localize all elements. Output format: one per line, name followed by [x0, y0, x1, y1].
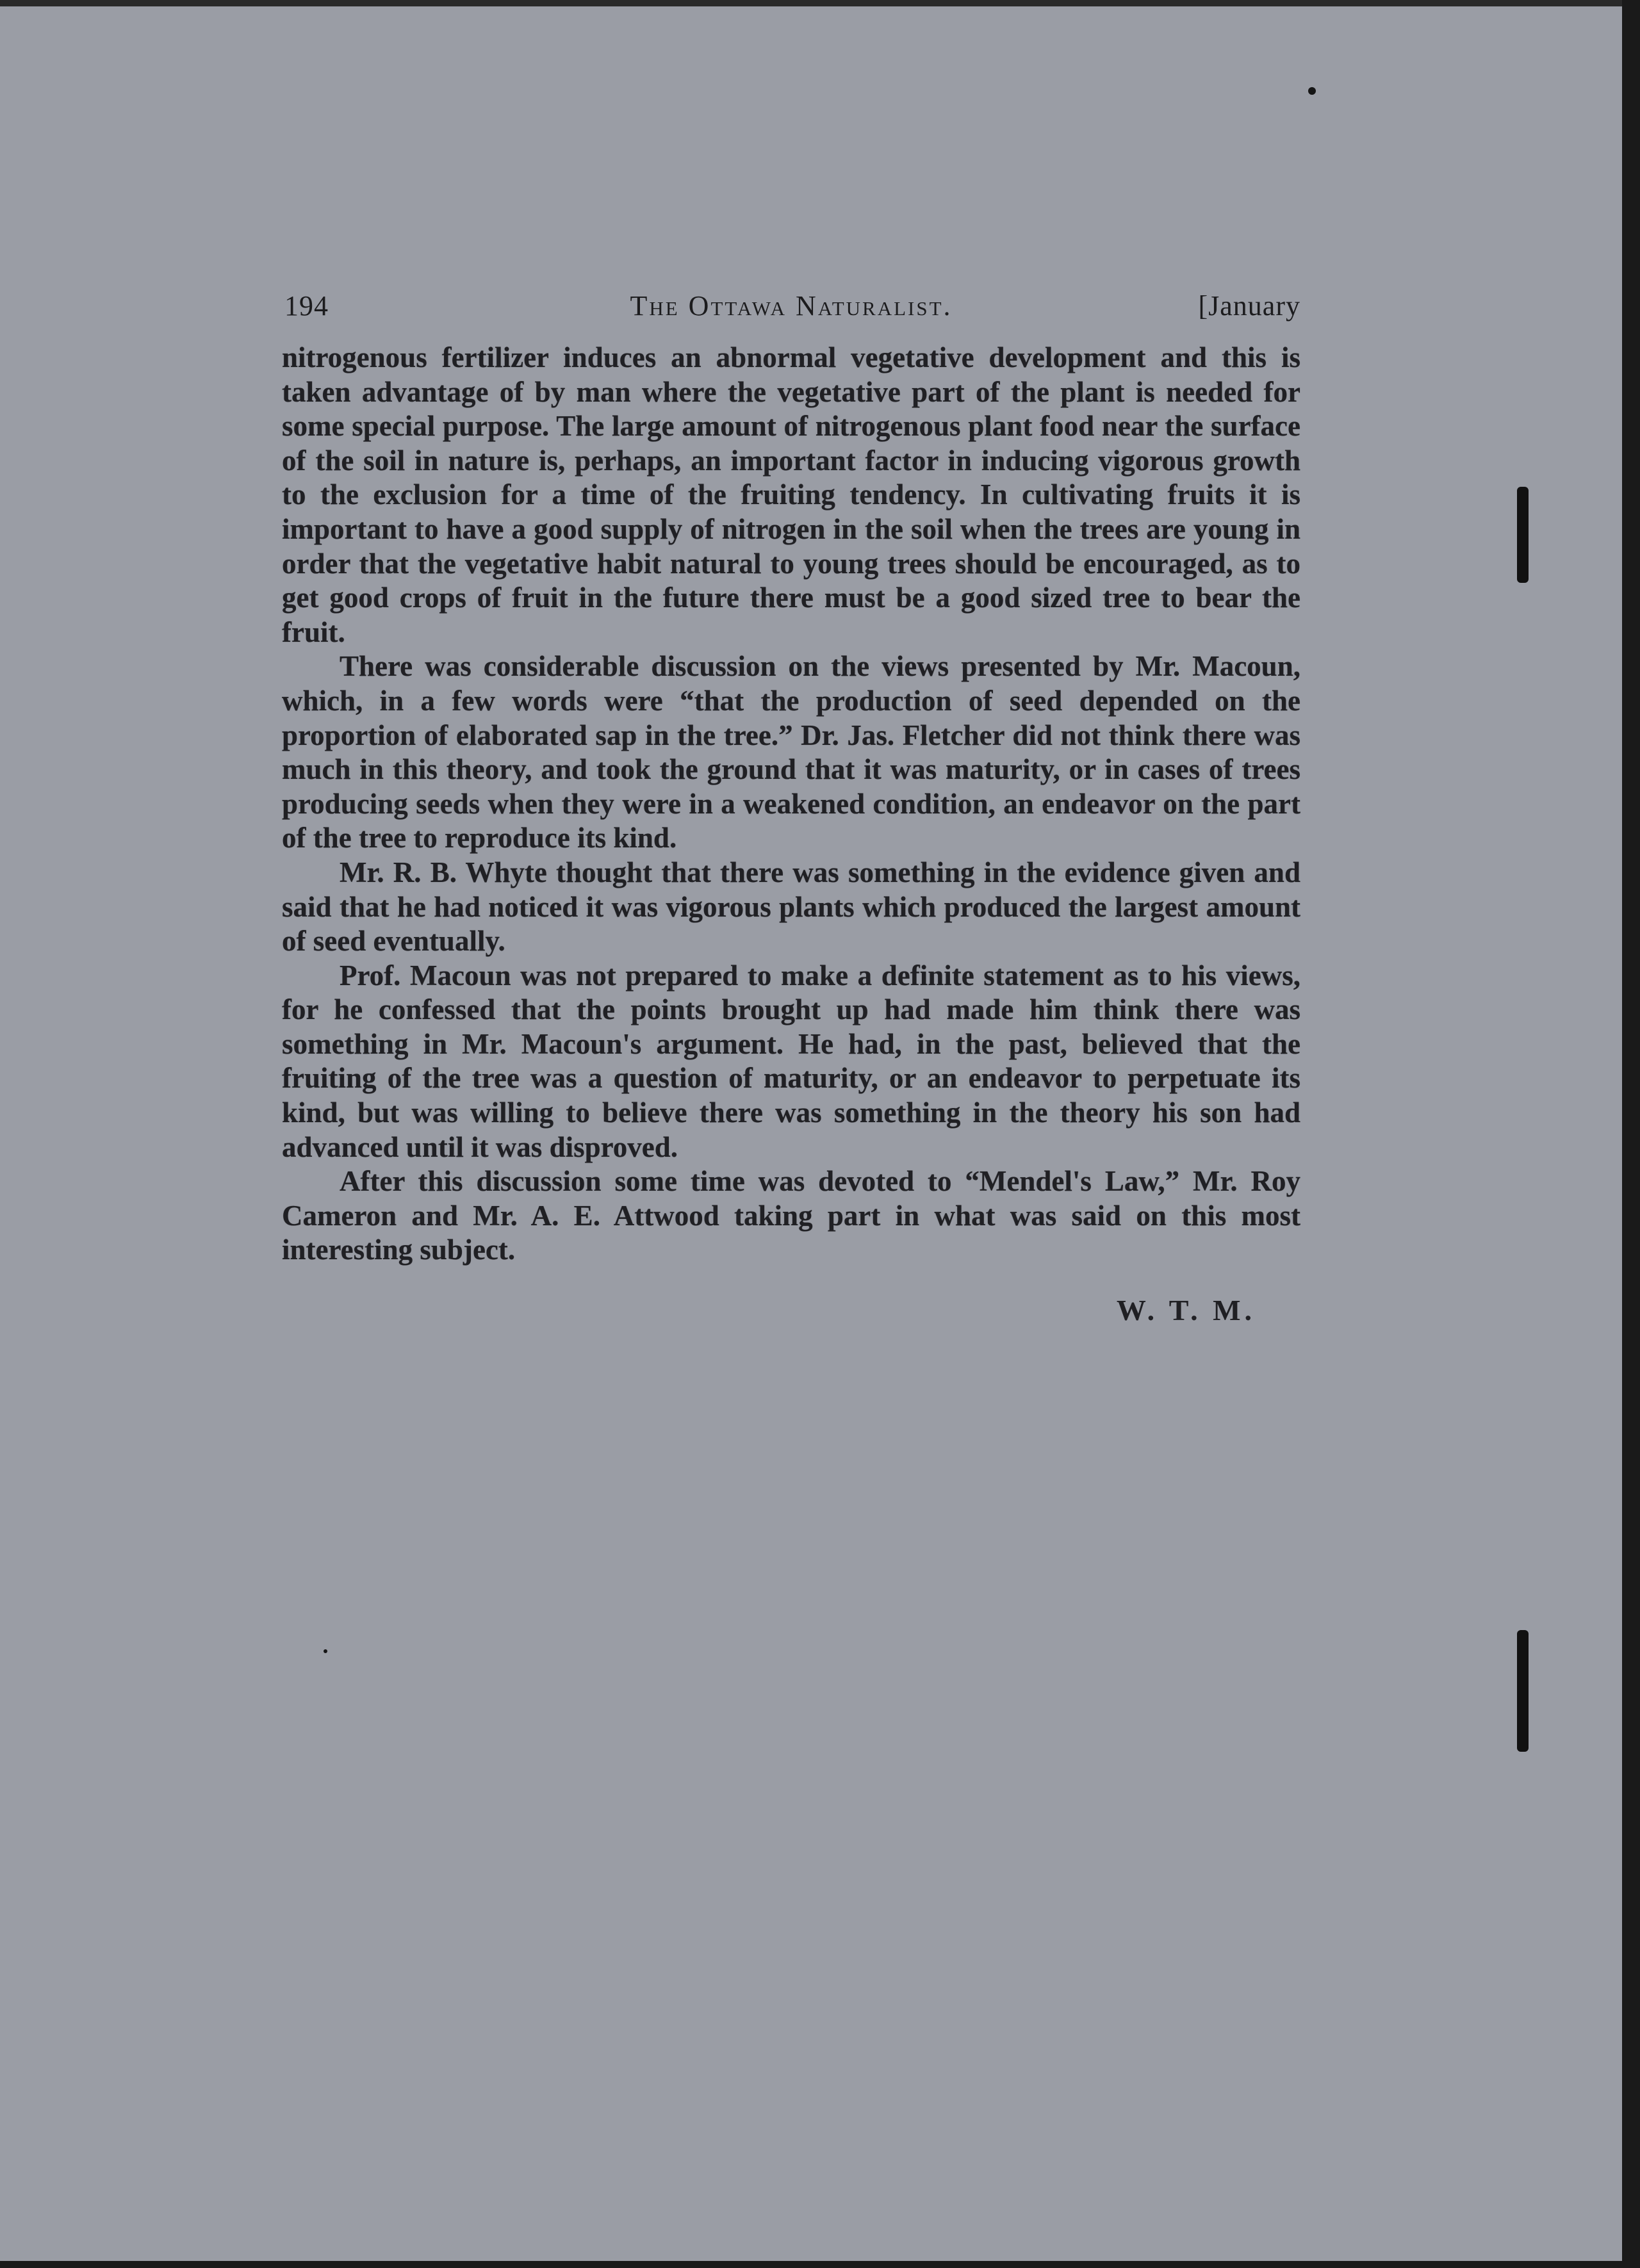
paragraph-2: There was considerable discussion on the views presented by Mr. Macoun, which, in a few words were “that the production of seed depended on the proportion of elaborated sap in the tree.” Dr. Jas. Fletcher did not think there was much in this theory, and took the ground that it was maturity, or in cases of trees producing seeds when they were in a weakened condition, an endeavor on the part of the tree to reproduce its kind.	[282, 650, 1300, 854]
running-head	[282, 290, 1300, 328]
body-text	[282, 341, 1300, 1268]
signature-initials: W. T. M.	[1116, 1294, 1256, 1327]
binding-clip-lower	[1517, 1630, 1529, 1752]
page-number: 194	[284, 290, 329, 322]
document-page	[282, 290, 1300, 1327]
scan-edge-top	[0, 0, 1640, 6]
scan-edge-right	[1622, 0, 1640, 2268]
binding-clip-upper	[1517, 487, 1529, 583]
paragraph-3: Mr. R. B. Whyte thought that there was something in the evidence given and said that he had noticed it was vigorous plants which produced the largest amount of seed eventually.	[282, 856, 1300, 958]
dust-speck	[324, 1649, 327, 1653]
paragraph-4: Prof. Macoun was not prepared to make a definite statement as to his views, for he confessed that the points brought up had made him think there was something in Mr. Macoun's argument. He had, in the past, believed that the fruiting of the tree was a question of maturity, or an endeavor to perpetuate its kind, but was willing to believe there was something in the theory his son had advanced until it was disproved.	[282, 959, 1300, 1163]
dust-speck	[1308, 87, 1316, 95]
paragraph-1: nitrogenous fertilizer induces an abnormal vegetative development and this is taken advantage of by man where the vegetative part of the plant is needed for some special purpose. The large amount of nitrogenous plant food near the surface of the soil in nature is, perhaps, an important factor in inducing vigorous growth to the exclusion for a time of the fruiting tendency. In cultivating fruits it is important to have a good supply of nitrogen in the soil when the trees are young in order that the vegetative habit natural to young trees should be encouraged, as to get good crops of fruit in the future there must be a good sized tree to bear the fruit.	[282, 341, 1300, 648]
issue-month: [January	[1198, 290, 1300, 322]
paragraph-5: After this discussion some time was devoted to “Mendel's Law,” Mr. Roy Cameron and Mr. A. E. Attwood taking part in what was said on this most interesting subject.	[282, 1165, 1300, 1266]
journal-title: The Ottawa Naturalist.	[630, 290, 953, 322]
